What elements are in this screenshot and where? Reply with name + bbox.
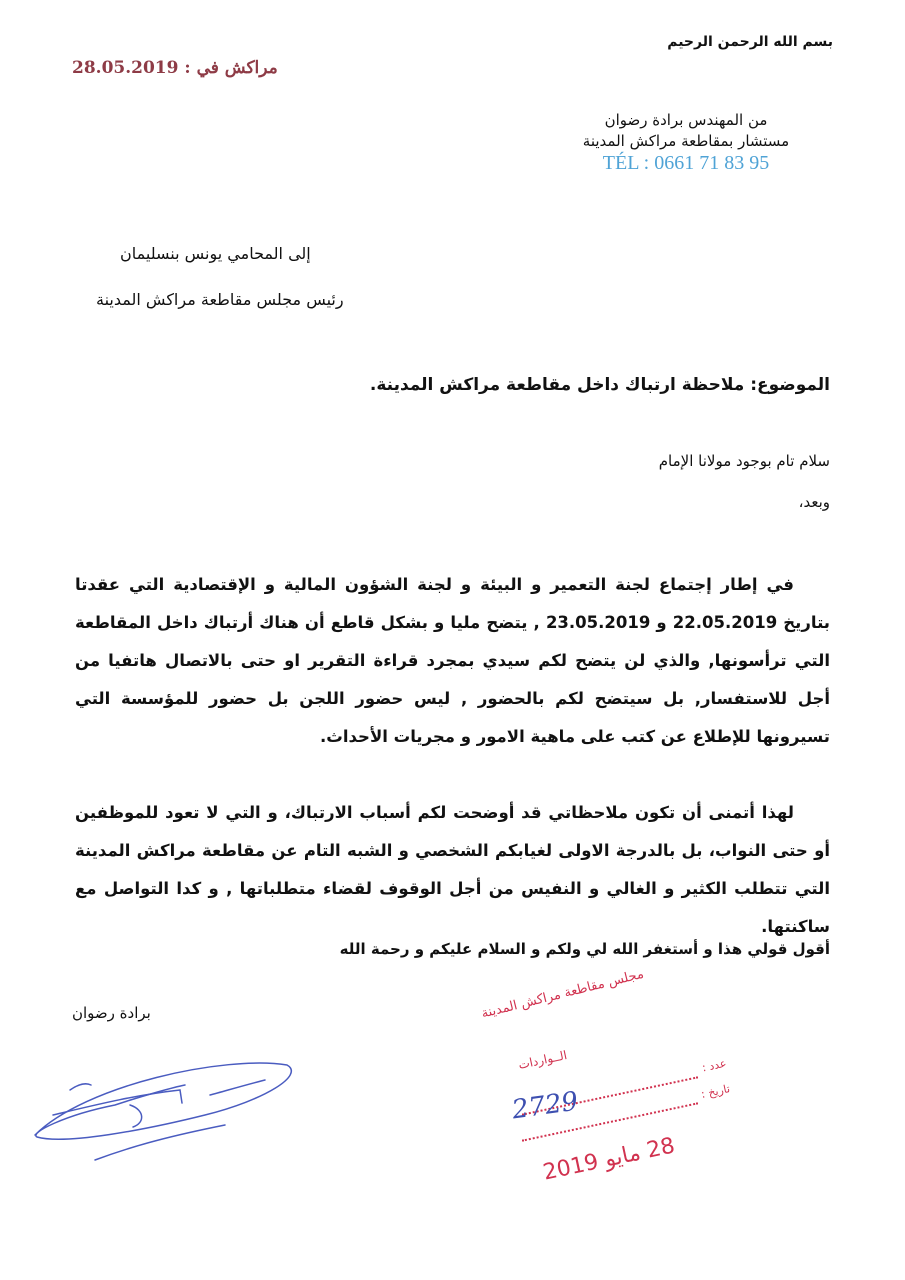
- sender-title: مستشار بمقاطعة مراكش المدينة: [582, 132, 790, 150]
- closing-line: أقول قولي هذا و أستغفر الله لي ولكم و السلام عليكم و رحمة الله: [339, 940, 830, 958]
- sender-block: [571, 110, 801, 174]
- recipient-title: رئيس مجلس مقاطعة مراكش المدينة: [96, 290, 344, 309]
- sender-phone: TÉL : 0661 71 83 95: [602, 152, 770, 174]
- recipient-name: إلى المحامي يونس بنسليمان: [120, 244, 311, 263]
- paragraph-text: في إطار إجتماع لجنة التعمير و البيئة و لجنة الشؤون المالية و الإقتصادية التي عقدتا بتاريخ 22.05.2019 و 23.05.2019 , يتضح مليا و بشكل قاطع أن هناك أرتباك داخل المقاطعة التي ترأسونها, والذي لن يتضح لكم سيدي بمجرد قراءة التقرير او حتى بالاتصال هاتفيا من أجل للاستفسار, بل سيتضح لكم بالحضور , ليس حضور اللجن بل حضور للمؤسسة التي تسيرونها للإطلاع عن كتب على ماهية الامور و مجريات الأحداث.: [75, 575, 830, 746]
- reception-stamp: [460, 966, 732, 1205]
- salutation-transition: وبعد،: [798, 493, 830, 511]
- stamp-date: 28 مايو 2019: [540, 1133, 678, 1186]
- stamp-incoming-label: الــواردات: [517, 1048, 569, 1072]
- bismillah-header: بسم الله الرحمن الرحيم: [667, 34, 833, 50]
- body-paragraph-1: [75, 566, 830, 756]
- letter-date: مراكش في : 28.05.2019: [72, 58, 278, 78]
- body-paragraph-2: [75, 794, 830, 946]
- stamp-handwritten-number: 2729: [510, 1086, 580, 1126]
- signature-icon: [25, 1045, 315, 1165]
- stamp-council-name: مجلس مقاطعة مراكش المدينة: [480, 966, 646, 1022]
- stamp-number-label: عدد :: [700, 1056, 728, 1075]
- sender-name: من المهندس برادة رضوان: [604, 111, 768, 129]
- paragraph-text: لهذا أتمنى أن تكون ملاحظاتي قد أوضحت لكم أسباب الارتباك، و التي لا تعود للموظفين أو حتى النواب، بل بالدرجة الاولى لغيابكم الشخصي و الشبه التام عن مقاطعة مراكش المدينة التي تتطلب الكثير و الغالي و النفيس من أجل الوقوف لقضاء متطلباتها , و كدا التواصل مع ساكنتها.: [75, 803, 830, 936]
- stamp-date-label: تاريخ :: [699, 1082, 732, 1101]
- subject-line: الموضوع: ملاحظة ارتباك داخل مقاطعة مراكش المدينة.: [369, 375, 830, 395]
- signer-name: برادة رضوان: [72, 1004, 151, 1022]
- greeting: سلام تام بوجود مولانا الإمام: [658, 452, 830, 470]
- handwritten-signature: [25, 1045, 315, 1169]
